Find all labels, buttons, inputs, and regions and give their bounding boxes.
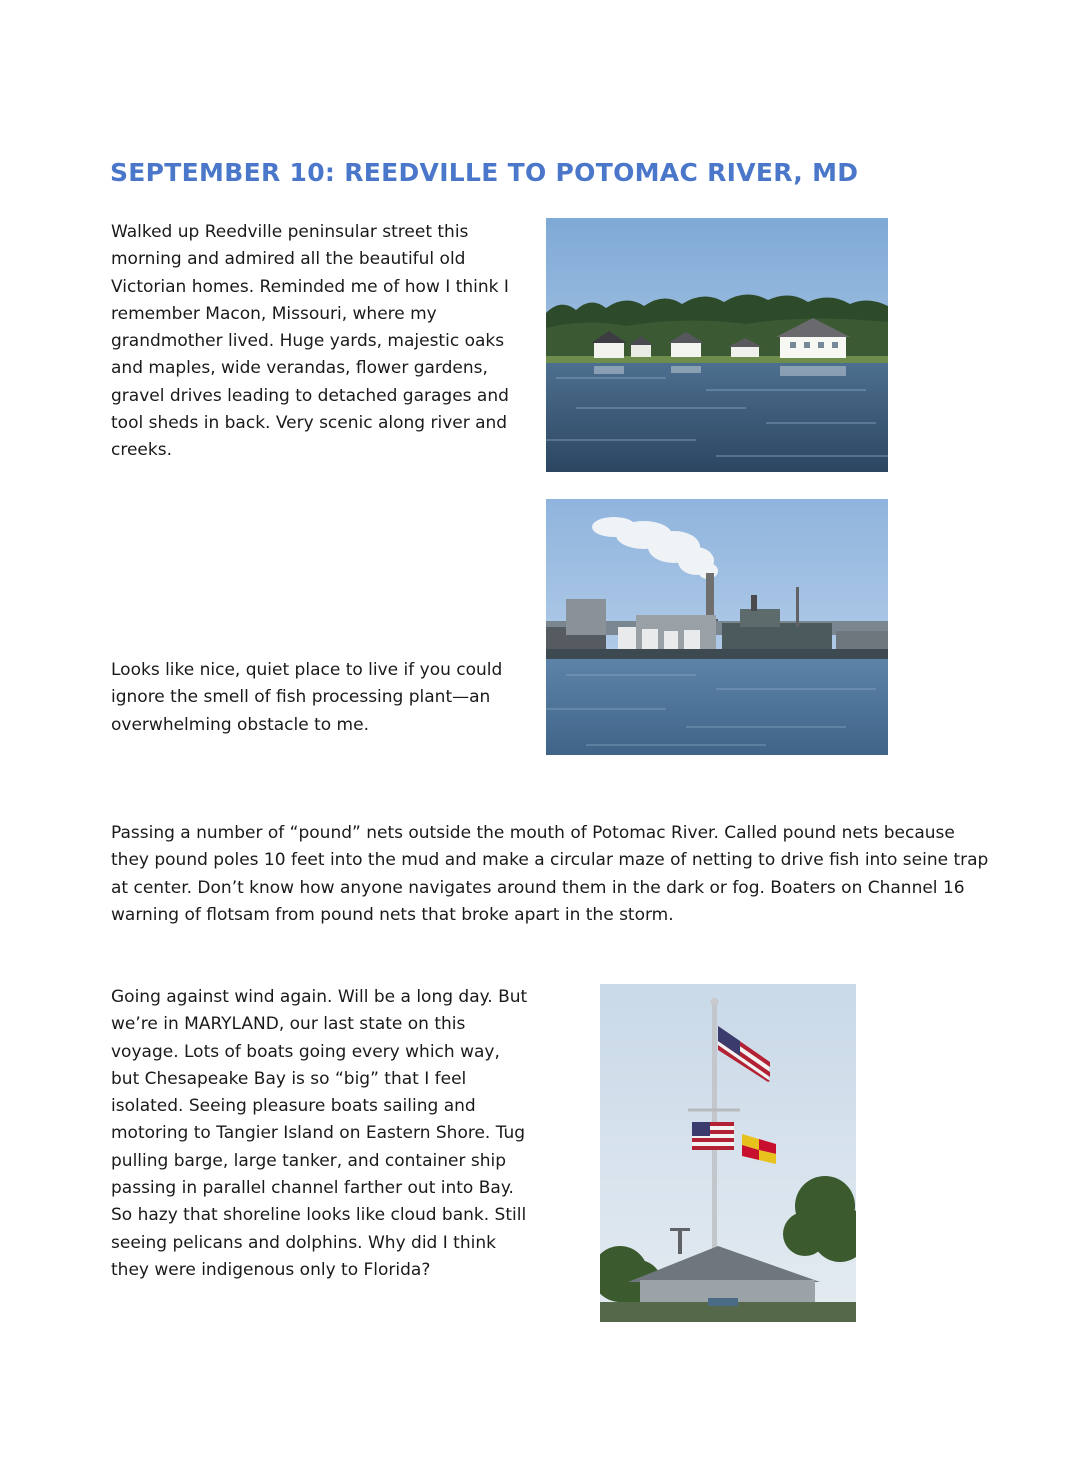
- page-title: SEPTEMBER 10: REEDVILLE TO POTOMAC RIVER, MD: [110, 158, 859, 187]
- paragraph-pound-nets: Passing a number of “pound” nets outside the mouth of Potomac River. Called pound nets because they pound poles 10 feet into the mud and make a circular maze of netting to drive fish into seine trap at center. Don’t know how anyone navigates around them in the dark or fog. Boaters on Channel 16 warning of flotsam from pound nets that broke apart in the storm.: [111, 823, 989, 925]
- paragraph-fish-plant: Looks like nice, quiet place to live if you could ignore the smell of fish processing plant—an overwhelming obstacle to me.: [111, 660, 503, 735]
- paragraph-reedville-walk: Walked up Reedville peninsular street this morning and admired all the beautiful old Victorian homes. Reminded me of how I think I remember Macon, Missouri, where my grandmother lived. Huge yards, majestic oaks and maples, wide verandas, flower gardens, gravel drives leading to detached garages and tool sheds in back. Very scenic along river and creeks.: [111, 222, 509, 461]
- paragraph-maryland-voyage: Going against wind again. Will be a long day. But we’re in MARYLAND, our last state on this voyage. Lots of boats going every which way, but Chesapeake Bay is so “big” that I feel isolated. Seeing pleasure boats sailing and motoring to Tangier Island on Eastern Shore. Tug pulling barge, large tanker, and container ship passing in parallel channel farther out into Bay. So hazy that shoreline looks like cloud bank. Still seeing pelicans and dolphins. Why did I think they were indigenous only to Florida?: [111, 987, 528, 1280]
- photo-victorian-homes-waterfront: [546, 218, 888, 472]
- photo-fish-processing-plant: [546, 499, 888, 755]
- photo-flagpole-flags: [600, 984, 856, 1322]
